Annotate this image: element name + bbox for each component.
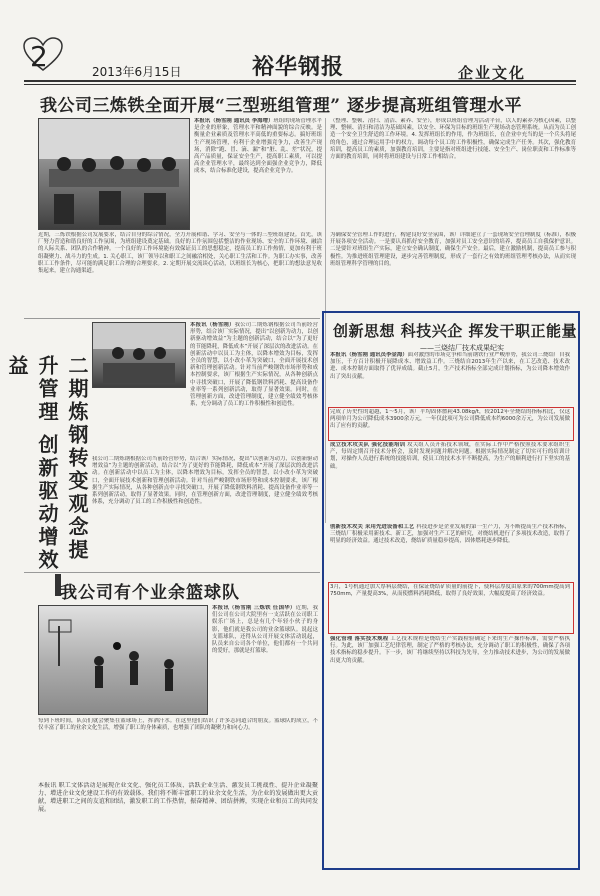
header-rule-thin (24, 84, 576, 85)
article1-body-left (194, 118, 322, 230)
article2-text: 我公司二期炼钢根据公司当前经营形势，结合该厂实际情况，提出“以创新为动力，以创新驱动增效益”为主题的创新活动，结合以“为了更好的节能降耗，降低成本”开展了深层次的改进活动。在创新活动中以员工为主体，以降本增效为目标，发挥全员的智慧，以小改小革为突破口，全面开展技术创新和管理创新活动。针对当前严峻钢铁市场形势和成本控制要求，该厂根据生产实际情况，从各种创新点中寻找突破口，开展了降低钢铁料消耗、提高设备作业率等一系列创新活动，取得了显著效果。同时，在管理创新方面，改进管理制度，建立健全绩效考核体系，充分调动了员工的工作积极性和创造性。 (190, 322, 318, 408)
article2-byline: 本报讯（杨雪刚） (190, 322, 235, 328)
article4-text-bottom: 每到下班时间，队员们就会聚集在篮球场上，挥洒汗水。在这里他们结识了许多志同道合的朋友。篮球队的成立，不仅丰富了职工的业余文化生活，增强了职工的身体素质，也增强了团队的凝聚力和向心力。 (38, 718, 318, 732)
article1-text-right: （整理、整顿、清扫、清洁、素养、安全），形成以班组管理为活动平台，以人的素养为核心因素，以整理、整顿、清扫和清洁为基础因素，以安全、环保为目标的班组生产现场动态管理系统。从而为员工创造一个安全卫生舒适的工作环境。4. 发挥班组长的作用，作为班组长，在企业中充当的是一个兵头将尾的角色，通过合理运用手中的权力，调动每个员工的工作积极性，确保完成生产任务。其次，强化教育培训，提高员工的素质，加强教育培训，主要是指对班组进行技能、安全生产、岗位职责和工作标准等方面的教育培训，同时将班组建设与日常工作相结合。 (330, 118, 576, 161)
article4-footer-text: 本报讯 职工文体活动是展现企业文化、强化员工体质、活跃企业生活、激发员工挑战性、提升企业凝聚力、增进企业文化建设工作的有效载体。我们将不断丰富职工的业余文化生活，为企业的发展做出更大贡献，增进职工之间的友谊和团结，激发职工的工作热情，振奋精神、团结拼搏，实现企业和员工的共同发展。 (38, 782, 318, 813)
article3-section1 (330, 442, 570, 522)
article3-sub2-title: 创新技术攻关 采用先进设备和工艺 (330, 524, 415, 530)
article1-text-left: 班组的现场管理水平是企业的形象，管理水平和精神面貌的综合反映。是衡量企业素质及管理水平高低的重要标志。搞好班组生产现场管理，有利于企业增强竞争力，改善生产现场，消除“跑、冒、滴、漏”和“脏、乱、差”状况，提高产品质量，保证安全生产，提高职工素质，可以提高企业管理水平，最终达到全面强企业竞争力，降低成本，结合标准化建设，提高企业竞争力。 (194, 118, 322, 175)
article2-body-lower (92, 456, 318, 570)
article4-title: 我公司有个业余篮球队 (60, 583, 240, 603)
highlight-box-2 (328, 582, 574, 634)
paper-name: 裕华钢报 (252, 54, 345, 80)
section-name: 企业文化 (458, 64, 527, 82)
article3-sub3-text: 工艺技术规程是烧结生产实践检验确定下来的生产操作标准，需要严格执行。为此，该厂加强工艺纪律管理，制定了严格的考核办法，充分调动了职工的积极性，确保了各项技术指标的稳步提升。下一步，该厂将继续坚持以科技为先导，全力推动技术进步，为公司的发展做出更大的贡献。 (330, 636, 570, 664)
article3-section3 (330, 636, 570, 862)
article1-body-bottom (330, 232, 576, 306)
article4-body-bottom (38, 718, 318, 780)
article4-photo (38, 605, 208, 715)
article3-byline: 本报讯（杨雪刚 通讯员李金海） (330, 352, 408, 358)
article4-byline: 本报讯（杨雪刚 三炼铁 任国华） (212, 605, 296, 611)
article4-text-right: 近期，我们公司在公司大院里有一支活跃在公司职工娱乐广场上，总是有几个年轻小伙子的身影，他们就是我公司的业余篮球队。说起这支篮球队，还得从公司开展文体活动说起，队员来自公司各个单位，他们都有一个共同的爱好，那就是打篮球。 (212, 605, 318, 655)
article2-body-right-col (190, 322, 318, 454)
article1-title: 我公司三炼铁全面开展“三型班组管理” 逐步提高班组管理水平 (40, 96, 522, 116)
masthead (0, 0, 600, 88)
highlight-box (328, 407, 574, 441)
article3-sub1-title: 成立技术攻关队 强化技能培训 (330, 442, 406, 448)
article1-photo (38, 118, 190, 230)
divider (24, 318, 320, 319)
article2-title: 二期炼钢转变观念提升管理 创新驱动增效益 (5, 355, 89, 572)
article3-subtitle: ——三烧结厂技术成果纪实 (420, 344, 504, 352)
article3-title: 创新思想 科技兴企 挥发干职正能量 (333, 322, 577, 340)
article1-body-main (38, 232, 322, 314)
article3-text-top: 面对激烈的市场竞争和当前钢铁行业严峻形势，我公司三烧结厂自我加压，千方百计积极开展降成本、增效益工作。三烧结自2013年生产以来，在工艺改造、技术改进、成本控制方面取得了优异成绩。截止5月，生产技术指标全部完成计划指标，为公司降本增效作出了突出贡献。 (330, 352, 570, 380)
divider-2 (24, 572, 320, 573)
article4-footer (38, 782, 318, 866)
article1-body-right (330, 118, 576, 226)
article3-highlight2-text: 3月，1号机通过加大厚料层烧结，在保证烧结矿质量的前提下，使料层厚度由原来的700mm提高到750mm，产量提高3%，从而使燃料消耗降低，取得了良好效果，大幅度提高了经济效益。 (330, 584, 570, 598)
article3-sub1-text: 攻关组人员开拓技术领域，在实际工作中严格按照技术要求组织生产，每周定期召开技术分析会，及时发现问题并解决问题。根据实际情况制定了切实可行的培训计划，对操作人员进行系统的技能培训，使员工的技术水平不断提高，为生产的顺利进行打下坚实的基础。 (330, 442, 570, 470)
article3-section2 (330, 524, 570, 582)
page-number: 2 (30, 40, 48, 73)
article1-byline: 本报讯（杨雪刚 通讯员 李海增） (194, 118, 274, 124)
header-rule (24, 80, 576, 82)
article3-highlight-text: 完成了历史性的超越，1～5月，该厂平均固体燃耗43.08kg/t，较2012年全烧结的指标相比，仅这两项单月为公司降低成本3900余万元，一年仅此项可为公司降低成本约6000余万元，为公司发展做出了应有的贡献。 (330, 409, 570, 430)
article3-sub2-text: 科技进步是企业发展的第一生产力，为不断提高生产技术指标，三烧结厂积极采用新技术、新工艺，加强对生产工艺的研究，对烧结机进行了多项技术改造，取得了明显的经济效益。通过技术改造，烧结矿质量稳步提高，固体燃耗逐步降低。 (330, 524, 570, 545)
article3-body-top (330, 352, 570, 408)
article2-text-lower: 我公司二期炼钢根据公司当前经营形势，结合该厂实际情况，提出“以创新为动力，以创新驱动增效益”为主题的创新活动，结合以“为了更好的节能降耗，降低成本”开展了深层次的改进活动。在创新活动中以员工为主体，以降本增效为目标，发挥全员的智慧，以小改小革为突破口，全面开展技术创新和管理创新活动。针对当前严峻钢铁市场形势和成本控制要求，该厂根据生产实际情况，从各种创新点中寻找突破口，开展了降低钢铁料消耗、提高设备作业率等一系列创新活动，取得了显著效果。同时，在管理创新方面，改进管理制度，建立健全绩效考核体系，充分调动了员工的工作积极性和创造性。 (92, 456, 318, 506)
article3-sub3-title: 强化管理 落实技术规程 (330, 636, 389, 642)
article4-body-right (212, 605, 318, 715)
article1-text-main: 近期，三炼铁根据公司发展要求，结合自身的综合情况，全力开展和谐、学习、安全与一体的三型班组建设。首先，该厂努力营造和谐良好的工作氛围，为班组建设奠定基础。良好的工作氛围包括整洁的作业现场、安全的工作环境、融洽的人际关系、团队的合作精神。一个良好的工作环境能有效保证员工的思想稳定，提高员工的工作热情，更加有利于班组凝聚力、战斗力的生成。1. 关心职工，该厂领导以和职工之间融洽相处，关心职工生活和工作。为职工办实事，改善职工工作条件，尽可能的满足职工合理的合理要求。2. 定期开展交流谈心活动，以班组长为核心，把职工的想法意见收集起来，建立沟通渠道。 (38, 232, 322, 275)
issue-date: 2013年6月15日 (92, 65, 182, 79)
article1-text-bottom: 为确保安全管理工作的进行，构建良好安全氛围，该厂详细建立了一套现场安全管理制度（标准），积极开展各项安全活动。一是要认真抓好安全教育，加强对员工安全意识的培养，提高员工自我保护意识。二是要针对班组生产实际，建立安全确认制度，确保生产安全。最后，建立激励机制，提高员工参与积极性。为推进班组管理建设，逐步完善管理制度，形成了一套行之有效的班组管理考核办法，从而实现班组管理科学管理的目的。 (330, 232, 576, 267)
article2-photo (92, 322, 186, 388)
